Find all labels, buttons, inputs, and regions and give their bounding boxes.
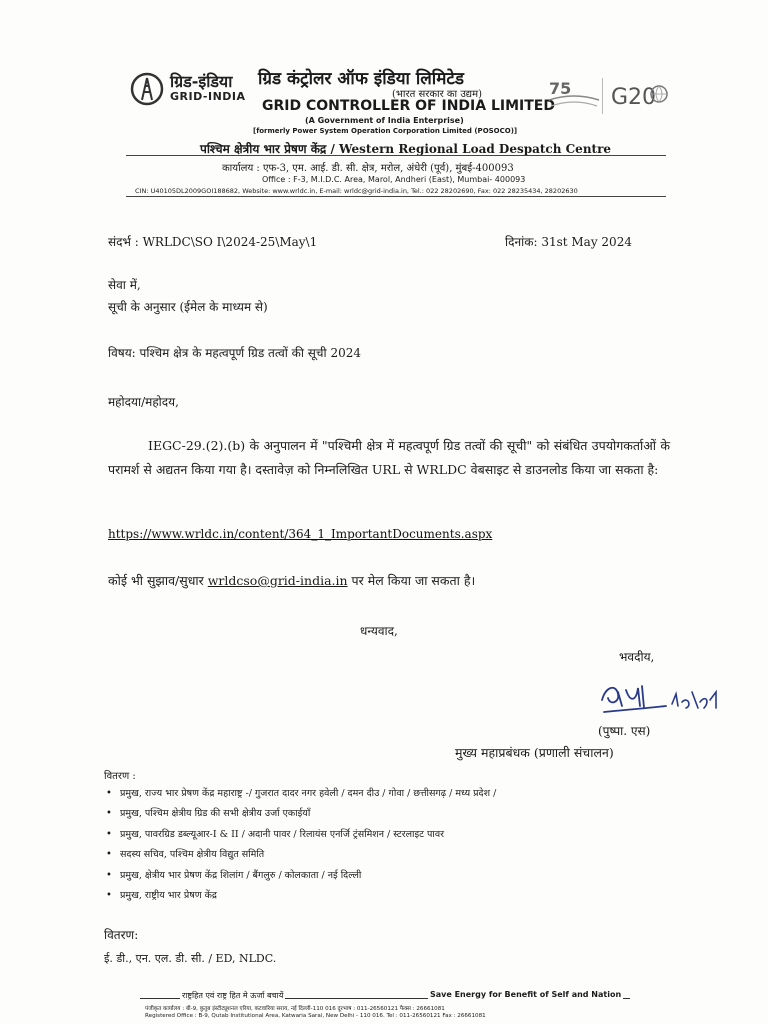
letter-date: दिनांक: 31st May 2024 — [505, 235, 632, 249]
govt-enterprise-line: (A Government of India Enterprise) — [305, 116, 464, 125]
company-name-hindi: ग्रिड कंट्रोलर ऑफ इंडिया लिमिटेड — [258, 69, 465, 89]
company-subtitle-hindi: (भारत सरकार का उद्यम) — [392, 89, 482, 100]
tower-emblem-icon — [130, 72, 164, 106]
handwritten-signature — [596, 672, 736, 722]
closing-line: भवदीय, — [619, 650, 655, 664]
list-item: • प्रमुख, राज्य भार प्रेषण केंद्र महाराष्ट्र -/ गुजरात दादर नगर हवेली / दमन दीउ / गोवा / छत्तीसगढ़ / मध्य प्रदेश / — [104, 784, 496, 804]
suggestion-prefix: कोई भी सुझाव/सुधार — [108, 573, 208, 588]
suggestion-line — [108, 572, 475, 589]
regional-centre-line: पश्चिम क्षेत्रीय भार प्रेषण केंद्र / Western Regional Load Despatch Centre — [200, 142, 612, 156]
office-address-english: Office : F-3, M.I.D.C. Area, Marol, Andheri (East), Mumbai- 400093 — [262, 175, 526, 184]
footer-slogan-english: Save Energy for Benefit of Self and Nation — [430, 990, 622, 999]
list-item: • प्रमुख, राष्ट्रीय भार प्रेषण केंद्र — [104, 886, 496, 906]
salutation: महोदया/महोदय, — [108, 395, 179, 409]
suggestion-suffix: पर मेल किया जा सकता है। — [347, 573, 476, 588]
distribution-label: वितरण : — [104, 771, 136, 782]
formerly-line: [formerly Power System Operation Corporation Limited (POSOCO)] — [253, 127, 518, 135]
g20-label: G20 — [611, 85, 657, 110]
list-item: • सदस्य सचिव, पश्चिम क्षेत्रीय विद्युत समिति — [104, 845, 496, 865]
header-divider-top — [126, 155, 666, 156]
signer-designation: मुख्य महाप्रबंधक (प्रणाली संचालन) — [455, 745, 614, 760]
reference-number: संदर्भ : WRLDC\SO I\2024-25\May\1 — [108, 235, 318, 249]
addressee-line: सूची के अनुसार (ईमेल के माध्यम से) — [108, 300, 268, 314]
registered-office-hindi: पंजीकृत कार्यालय : बी-9, कुतुब इंस्टीट्यूशनल एरिया, कटवारिया सराय, नई दिल्ली-110 016 दूरभाष : 011-26560121 फैक्स : 26661081 — [145, 1006, 445, 1012]
right-logos — [545, 78, 670, 114]
documents-url-link[interactable]: https://www.wrldc.in/content/364_1_ImportantDocuments.aspx — [108, 527, 493, 541]
cc-label: वितरण: — [104, 928, 139, 942]
body-paragraph: IEGC-29.(2).(b) के अनुपालन में "पश्चिमी क्षेत्र में महत्वपूर्ण ग्रिड तत्वों की सूची" को संबंधित उपयोगकर्ताओं के परामर्श से अद्यतन किया गया है। दस्तावेज़ को निम्नलिखित URL से WRLDC वेबसाइट से डाउनलोड किया जा सकता है: — [108, 438, 670, 477]
distribution-list — [104, 784, 496, 906]
header-divider-bottom — [126, 196, 666, 197]
azadi-amrit-mahotsav-icon — [545, 78, 603, 114]
svg-text:75: 75 — [549, 79, 572, 98]
list-item: • प्रमुख, पश्चिम क्षेत्रीय ग्रिड की सभी क्षेत्रीय उर्जा एकाईयाँ — [104, 804, 496, 824]
list-item: • प्रमुख, क्षेत्रीय भार प्रेषण केंद्र शिलांग / बैंगलुरु / कोलकाता / नई दिल्ली — [104, 866, 496, 886]
cc-line: ई. डी., एन. एल. डी. सी. / ED, NLDC. — [104, 952, 277, 965]
company-name-english: GRID CONTROLLER OF INDIA LIMITED — [262, 98, 555, 114]
footer-slogan-hindi: राष्ट्रहित एवं राष्ट्र हित मे ऊर्जा बचायें — [182, 991, 284, 1000]
thanks-line: धन्यवाद, — [360, 624, 398, 638]
g20-logo-icon — [609, 80, 669, 112]
registered-office-english: Registered Office : B-9, Qutab Institutional Area, Katwaria Sarai, New Delhi - 110 016. Tel : 011-26560121 Fax : 26661081 — [145, 1013, 486, 1019]
logo-text-hindi: ग्रिड-इंडिया — [170, 72, 233, 91]
office-address-hindi: कार्यालय : एफ-3, एम. आई. डी. सी. क्षेत्र, मरोल, अंधेरी (पूर्व), मुंबई-400093 — [222, 163, 514, 174]
logo-text-english: GRID-INDIA — [170, 90, 246, 103]
subject-line: विषय: पश्चिम क्षेत्र के महत्वपूर्ण ग्रिड तत्वों की सूची 2024 — [108, 346, 362, 360]
suggestion-email-link[interactable]: wrldcso@grid-india.in — [207, 573, 348, 588]
list-item: • प्रमुख, पावरग्रिड डब्ल्यूआर-I & II / अदानी पावर / रिलायंस एनर्जि ट्रंसमिशन / स्टरलाइट पावर — [104, 825, 496, 845]
cin-contact-line: CIN: U40105DL2009GOI188682, Website: www.wrldc.in, E-mail: wrldc@grid-india.in, Tel.: 022 28202690, Fax: 022 28235434, 28202630 — [135, 187, 578, 195]
signer-name: (पुष्पा. एस) — [598, 724, 651, 738]
addressee-label: सेवा में, — [108, 278, 141, 292]
